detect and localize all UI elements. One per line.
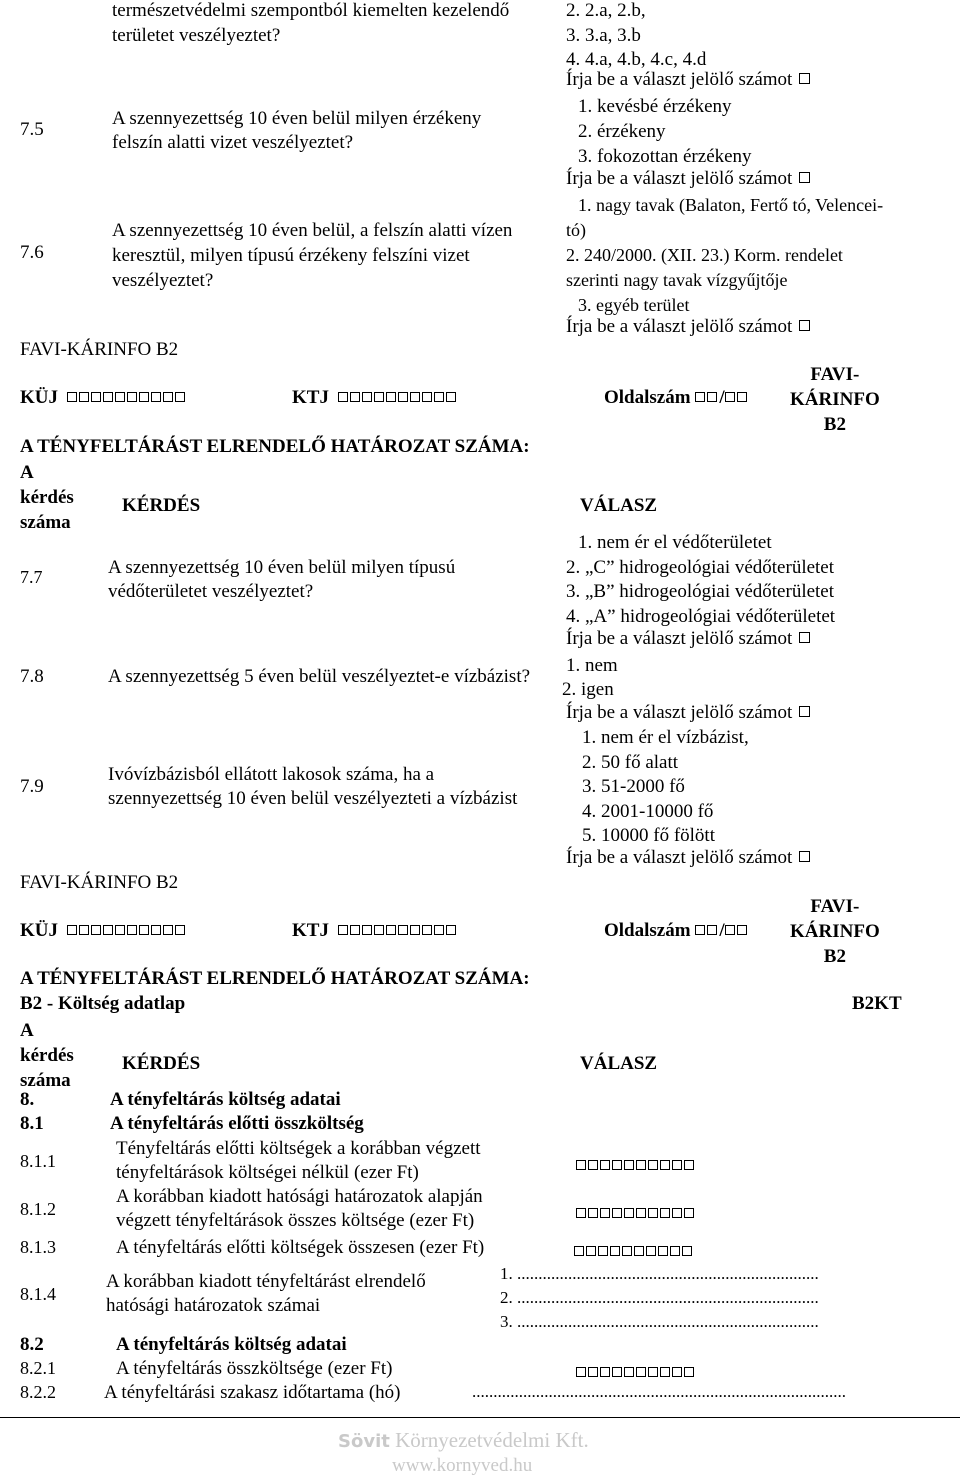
form-code: FAVI-KÁRINFO B2 bbox=[20, 339, 179, 360]
page-number-field: Oldalszám / bbox=[604, 387, 749, 410]
question-number: 7.8 bbox=[20, 666, 44, 687]
row-number: 8.1.1 bbox=[20, 1151, 56, 1171]
answer-options: 1. nagy tavak (Balaton, Fertő tó, Velencei- tó) 2. 240/2000. (XII. 23.) Korm. rendelet szerinti nagy tavak vízgyűjtője 3. egyéb terület bbox=[566, 195, 884, 315]
amount-boxes[interactable] bbox=[576, 1155, 696, 1178]
column-header-question: KÉRDÉS bbox=[122, 1053, 201, 1074]
answer-options: 1. kevésbé érzékeny 2. érzékeny 3. fokozottan érzékeny bbox=[578, 96, 752, 167]
amount-boxes[interactable] bbox=[574, 1241, 694, 1264]
sheet-code: B2KT bbox=[852, 993, 902, 1014]
answer-instruction: Írja be a választ jelölő számot bbox=[566, 168, 810, 191]
duration-line[interactable]: ........................................................................................ bbox=[472, 1382, 846, 1401]
corner-form-code: FAVI- KÁRINFO B2 bbox=[790, 364, 880, 435]
section-title: A TÉNYFELTÁRÁST ELRENDELŐ HATÁROZAT SZÁMA: bbox=[20, 436, 530, 457]
question-number: 7.6 bbox=[20, 242, 44, 263]
row-number: 8. bbox=[20, 1089, 35, 1110]
ktj-boxes[interactable] bbox=[338, 387, 458, 408]
answer-instruction: Írja be a választ jelölő számot bbox=[566, 69, 810, 92]
question-text: A szennyezettség 10 éven belül milyen típusú védőterületet veszélyeztet? bbox=[108, 557, 456, 602]
footer-url: www.kornyved.hu bbox=[392, 1455, 533, 1476]
column-header-answer: VÁLASZ bbox=[580, 1053, 658, 1074]
row-text: A korábban kiadott tényfeltárást elrendelő hatósági határozatok számai bbox=[106, 1271, 426, 1316]
answer-options: 1. nem 2. igen bbox=[562, 655, 618, 700]
column-header-answer: VÁLASZ bbox=[580, 495, 658, 516]
ktj-boxes[interactable] bbox=[338, 920, 458, 941]
total-boxes[interactable] bbox=[725, 387, 749, 408]
kuj-boxes[interactable] bbox=[67, 920, 187, 941]
corner-form-code: FAVI- KÁRINFO B2 bbox=[790, 896, 880, 967]
row-number: 8.2.1 bbox=[20, 1358, 56, 1378]
question-text: A szennyezettség 10 éven belül milyen érzékeny felszín alatti vizet veszélyeztet? bbox=[112, 108, 482, 153]
question-text: A szennyezettség 5 éven belül veszélyeztet-e vízbázist? bbox=[108, 666, 531, 687]
row-number: 8.1.3 bbox=[20, 1237, 56, 1257]
ktj-field: KTJ bbox=[292, 920, 458, 943]
answer-box[interactable] bbox=[799, 172, 810, 183]
form-code: FAVI-KÁRINFO B2 bbox=[20, 872, 179, 893]
row-heading: A tényfeltárás költség adatai bbox=[116, 1334, 347, 1355]
footer-company: Sövit Környezetvédelmi Kft. bbox=[338, 1428, 589, 1452]
answer-instruction: Írja be a választ jelölő számot bbox=[566, 847, 810, 870]
row-number: 8.2 bbox=[20, 1334, 44, 1355]
section-title: A TÉNYFELTÁRÁST ELRENDELŐ HATÁROZAT SZÁMA: bbox=[20, 968, 530, 989]
row-number: 8.1.2 bbox=[20, 1199, 56, 1219]
amount-boxes[interactable] bbox=[576, 1203, 696, 1226]
page-number-field: Oldalszám / bbox=[604, 920, 749, 943]
row-number: 8.2.2 bbox=[20, 1382, 56, 1402]
answer-box[interactable] bbox=[799, 706, 810, 717]
question-number: 7.9 bbox=[20, 776, 44, 797]
answer-options: 1. nem ér el vízbázist, 2. 50 fő alatt 3. 51-2000 fő 4. 2001-10000 fő 5. 10000 fő fölött bbox=[582, 727, 749, 846]
question-text: Ivóvízbázisból ellátott lakosok száma, ha a szennyezettség 10 éven belül veszélyezteti a vízbázist bbox=[108, 764, 518, 809]
column-header-question: KÉRDÉS bbox=[122, 495, 201, 516]
answer-instruction: Írja be a választ jelölő számot bbox=[566, 702, 810, 725]
row-text: A tényfeltárás összköltsége (ezer Ft) bbox=[116, 1358, 393, 1379]
answer-instruction: Írja be a választ jelölő számot bbox=[566, 316, 810, 339]
total-boxes[interactable] bbox=[725, 920, 749, 941]
column-header-number: A kérdés száma bbox=[20, 1020, 74, 1091]
row-heading: A tényfeltárás előtti összköltség bbox=[110, 1113, 364, 1134]
answer-instruction: Írja be a választ jelölő számot bbox=[566, 628, 810, 651]
section-subtitle: B2 - Költség adatlap bbox=[20, 993, 186, 1014]
question-text: A szennyezettség 10 éven belül, a felszín alatti vízen keresztül, milyen típusú érzékeny felszíni vizet veszélyeztet? bbox=[112, 220, 513, 291]
footer-divider bbox=[0, 1417, 960, 1418]
answer-options: 1. nem ér el védőterületet 2. „C” hidrogeológiai védőterületet 3. „B” hidrogeológiai védőterületet 4. „A” hidrogeológiai védőterületet bbox=[566, 532, 836, 627]
row-text: Tényfeltárás előtti költségek a korábban végzett tényfeltárások költségei nélkül (ezer Ft) bbox=[116, 1138, 481, 1183]
answer-box[interactable] bbox=[799, 73, 810, 84]
question-number: 7.5 bbox=[20, 119, 44, 140]
answer-box[interactable] bbox=[799, 851, 810, 862]
row-number: 8.1 bbox=[20, 1113, 44, 1134]
kuj-boxes[interactable] bbox=[67, 387, 187, 408]
answer-box[interactable] bbox=[799, 320, 810, 331]
answer-continuation: 2. 2.a, 2.b, 3. 3.a, 3.b 4. 4.a, 4.b, 4.c, 4.d bbox=[566, 0, 707, 70]
answer-box[interactable] bbox=[799, 632, 810, 643]
ktj-field: KTJ bbox=[292, 387, 458, 410]
page-boxes[interactable] bbox=[695, 920, 719, 941]
question-number: 7.7 bbox=[20, 567, 43, 587]
column-header-number: A kérdés száma bbox=[20, 462, 74, 533]
question-continuation: természetvédelmi szempontból kiemelten kezelendő területet veszélyeztet? bbox=[112, 0, 510, 46]
row-text: A korábban kiadott hatósági határozatok alapján végzett tényfeltárások összes költsége (ezer Ft) bbox=[116, 1186, 483, 1231]
kuj-field: KÜJ bbox=[20, 920, 187, 943]
kuj-field: KÜJ bbox=[20, 387, 187, 410]
row-text: A tényfeltárás előtti költségek összesen (ezer Ft) bbox=[116, 1237, 485, 1258]
row-text: A tényfeltárási szakasz időtartama (hó) bbox=[104, 1382, 401, 1403]
resolution-number-lines[interactable]: 1. ....................................................................... 2. ....................................................................... 3. ....................................................................... bbox=[500, 1264, 819, 1331]
row-number: 8.1.4 bbox=[20, 1284, 56, 1304]
page-boxes[interactable] bbox=[695, 387, 719, 408]
row-heading: A tényfeltárás költség adatai bbox=[110, 1089, 341, 1110]
